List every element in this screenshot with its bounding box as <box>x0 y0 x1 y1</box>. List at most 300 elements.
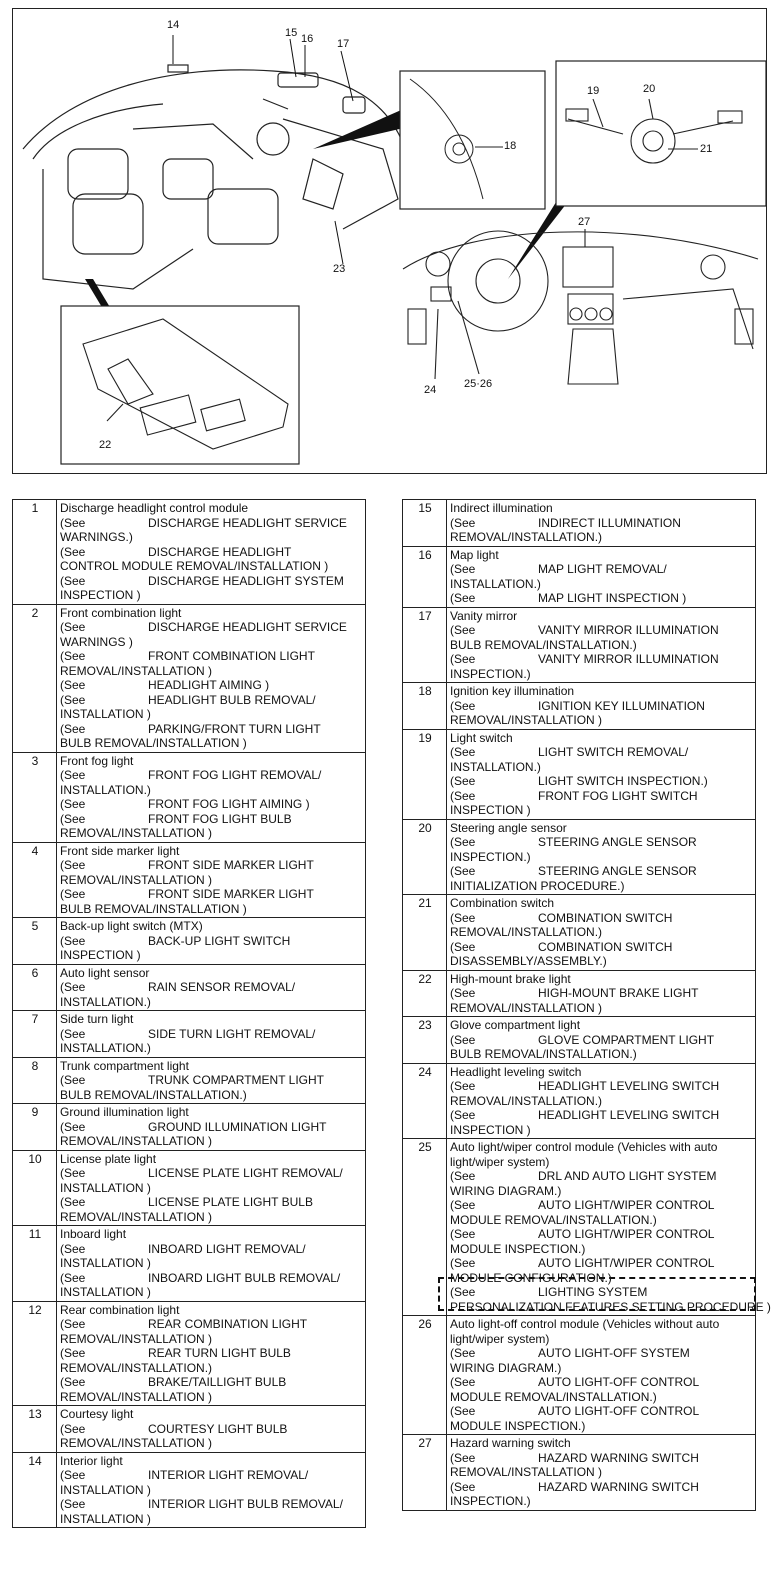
reference-link[interactable]: PARKING/FRONT TURN LIGHT <box>148 721 321 736</box>
see-label: (See <box>60 1497 86 1511</box>
item-description <box>447 500 756 547</box>
reference-link-cont[interactable]: WARNINGS ) <box>60 634 133 649</box>
reference-link[interactable]: MAP LIGHT INSPECTION ) <box>538 591 687 605</box>
reference-link[interactable]: FRONT FOG LIGHT BULB <box>148 811 292 826</box>
reference-line <box>450 1404 753 1419</box>
item-name: Courtesy light <box>60 1407 134 1421</box>
reference-link[interactable]: COMBINATION SWITCH <box>538 939 673 954</box>
see-label: (See <box>60 797 86 811</box>
reference-link[interactable]: INTERIOR LIGHT REMOVAL/ <box>148 1468 309 1482</box>
reference-line <box>60 620 363 635</box>
reference-link-cont[interactable]: REMOVAL/INSTALLATION ) <box>60 1209 213 1224</box>
reference-line <box>60 1242 363 1257</box>
item-description <box>57 918 366 965</box>
reference-link[interactable]: REAR COMBINATION LIGHT <box>148 1317 308 1331</box>
reference-link[interactable]: HEADLIGHT BULB REMOVAL/ <box>148 692 316 707</box>
reference-line <box>60 1073 363 1088</box>
reference-link-cont[interactable]: INSTALLATION ) <box>60 1511 151 1526</box>
legend-row <box>403 729 756 819</box>
see-label: (See <box>450 1032 476 1047</box>
reference-link[interactable]: FRONT FOG LIGHT AIMING ) <box>148 797 310 811</box>
reference-link[interactable]: AUTO LIGHT-OFF SYSTEM <box>538 1346 690 1360</box>
see-label: (See <box>450 515 476 530</box>
legend-row <box>403 1017 756 1064</box>
reference-line <box>60 574 363 589</box>
item-description <box>447 729 756 819</box>
legend-table-left <box>12 499 366 1528</box>
item-number: 20 <box>403 819 447 895</box>
item-number: 12 <box>13 1301 57 1406</box>
reference-link-cont[interactable]: INSPECTION.) <box>450 666 531 681</box>
item-name: Trunk compartment light <box>60 1058 189 1073</box>
see-label: (See <box>60 1073 86 1087</box>
item-name: License plate light <box>60 1151 157 1166</box>
see-label: (See <box>450 698 476 713</box>
see-label: (See <box>450 652 476 666</box>
see-label: (See <box>60 573 86 588</box>
see-label: (See <box>450 835 476 849</box>
reference-link-cont[interactable]: WARNINGS.) <box>60 530 133 544</box>
reference-link-cont[interactable]: BULB REMOVAL/INSTALLATION.) <box>60 1087 247 1102</box>
item-description <box>57 842 366 918</box>
item-name: Front side marker light <box>60 843 180 858</box>
see-label: (See <box>60 1421 86 1436</box>
reference-link[interactable]: COMBINATION SWITCH <box>538 910 673 925</box>
callout-25-26: 25·26 <box>464 378 493 390</box>
reference-line <box>60 858 363 873</box>
reference-line <box>60 649 363 664</box>
see-label: (See <box>450 562 476 576</box>
reference-link-cont[interactable]: DISASSEMBLY/ASSEMBLY.) <box>450 954 607 968</box>
item-number: 6 <box>13 964 57 1011</box>
reference-link-cont[interactable]: REMOVAL/INSTALLATION.) <box>450 925 603 939</box>
reference-link-cont[interactable]: BULB REMOVAL/INSTALLATION ) <box>60 901 247 916</box>
item-description <box>57 1011 366 1058</box>
reference-link-cont[interactable]: INSPECTION ) <box>60 588 141 602</box>
see-label: (See <box>450 1169 476 1183</box>
see-label: (See <box>450 1227 476 1241</box>
reference-line <box>60 797 363 812</box>
reference-link[interactable]: INTERIOR LIGHT BULB REMOVAL/ <box>148 1497 343 1511</box>
reference-link[interactable]: INBOARD LIGHT BULB REMOVAL/ <box>148 1270 341 1285</box>
item-name: Glove compartment light <box>450 1018 581 1032</box>
reference-link[interactable]: DISCHARGE HEADLIGHT SYSTEM <box>148 573 344 588</box>
see-label: (See <box>60 678 86 692</box>
reference-line <box>60 1166 363 1181</box>
reference-line <box>60 1120 363 1135</box>
reference-line <box>450 789 753 804</box>
reference-link-cont[interactable]: WIRING DIAGRAM.) <box>450 1183 562 1198</box>
see-label: (See <box>60 1468 86 1482</box>
item-name: Auto light/wiper control module (Vehicles with auto light/wiper system) <box>450 1140 718 1169</box>
reference-link-cont[interactable]: BULB REMOVAL/INSTALLATION.) <box>450 1047 637 1061</box>
reference-link[interactable]: LICENSE PLATE LIGHT BULB <box>148 1195 313 1209</box>
reference-link-cont[interactable]: MODULE INSPECTION.) <box>450 1418 586 1433</box>
item-number: 21 <box>403 895 447 971</box>
legend-row <box>403 970 756 1017</box>
legend-row <box>13 918 366 965</box>
reference-line <box>60 980 363 995</box>
reference-link-cont[interactable]: INSTALLATION.) <box>60 782 151 797</box>
reference-line <box>60 1346 363 1361</box>
see-label: (See <box>60 649 86 663</box>
reference-line <box>450 1375 753 1390</box>
reference-link-cont[interactable]: MODULE REMOVAL/INSTALLATION.) <box>450 1212 657 1227</box>
reference-link-cont[interactable]: WIRING DIAGRAM.) <box>450 1360 562 1375</box>
item-name: Rear combination light <box>60 1302 180 1317</box>
reference-link-cont[interactable]: INSTALLATION.) <box>60 1041 151 1055</box>
reference-line <box>450 591 753 606</box>
reference-link-cont[interactable]: INSTALLATION.) <box>450 576 541 591</box>
reference-link[interactable]: DISCHARGE HEADLIGHT <box>148 544 292 559</box>
reference-line <box>450 911 753 926</box>
reference-link[interactable]: VANITY MIRROR ILLUMINATION <box>538 652 719 666</box>
item-number: 23 <box>403 1017 447 1064</box>
reference-line <box>450 940 753 955</box>
item-name: Steering angle sensor <box>450 820 567 835</box>
callout-17: 17 <box>337 38 350 50</box>
item-number: 3 <box>13 752 57 842</box>
reference-line <box>450 1451 753 1466</box>
item-description <box>57 1150 366 1226</box>
reference-link-cont[interactable]: INSTALLATION ) <box>60 1285 151 1299</box>
see-label: (See <box>450 864 476 878</box>
reference-link[interactable]: GLOVE COMPARTMENT LIGHT <box>538 1032 715 1047</box>
reference-line <box>60 1271 363 1286</box>
see-label: (See <box>450 788 476 803</box>
reference-link[interactable]: AUTO LIGHT-OFF CONTROL <box>538 1404 700 1418</box>
item-number: 24 <box>403 1063 447 1139</box>
see-label: (See <box>450 774 476 788</box>
reference-line <box>450 1079 753 1094</box>
reference-link[interactable]: LIGHT SWITCH INSPECTION.) <box>538 774 708 788</box>
item-name: Combination switch <box>450 896 555 910</box>
reference-link-cont[interactable]: REMOVAL/INSTALLATION ) <box>450 713 603 727</box>
reference-link[interactable]: STEERING ANGLE SENSOR <box>538 835 697 849</box>
reference-link-cont[interactable]: INSPECTION ) <box>60 948 141 962</box>
see-label: (See <box>60 544 86 559</box>
item-name: Ignition key illumination <box>450 684 575 698</box>
legend-row <box>13 500 366 605</box>
reference-link-cont[interactable]: REMOVAL/INSTALLATION ) <box>60 1436 213 1450</box>
item-name: Back-up light switch (MTX) <box>60 919 203 933</box>
item-name: Indirect illumination <box>450 501 553 515</box>
see-label: (See <box>60 1346 86 1360</box>
reference-link-cont[interactable]: REMOVAL/INSTALLATION ) <box>60 1134 213 1148</box>
see-label: (See <box>60 933 86 948</box>
reference-link[interactable]: HEADLIGHT AIMING ) <box>148 678 270 692</box>
reference-link[interactable]: FRONT SIDE MARKER LIGHT <box>148 887 314 901</box>
reference-line <box>450 562 753 577</box>
item-number: 11 <box>13 1226 57 1302</box>
see-label: (See <box>450 1285 476 1299</box>
reference-line <box>60 1497 363 1512</box>
reference-link[interactable]: AUTO LIGHT/WIPER CONTROL <box>538 1227 715 1241</box>
reference-line <box>450 745 753 760</box>
reference-line <box>450 1480 753 1495</box>
item-number: 18 <box>403 683 447 730</box>
reference-line <box>450 1033 753 1048</box>
reference-link[interactable]: FRONT FOG LIGHT REMOVAL/ <box>148 768 322 782</box>
reference-link-cont[interactable]: REMOVAL/INSTALLATION ) <box>450 1465 603 1479</box>
reference-link-cont[interactable]: MODULE CONFIGURATION.) <box>450 1270 612 1285</box>
reference-line <box>60 1317 363 1332</box>
legend-row <box>403 895 756 971</box>
legend-row <box>13 842 366 918</box>
item-name: Front combination light <box>60 605 182 620</box>
reference-line <box>60 1422 363 1437</box>
reference-link[interactable]: FRONT FOG LIGHT SWITCH <box>538 788 698 803</box>
reference-link[interactable]: IGNITION KEY ILLUMINATION <box>538 698 705 713</box>
item-number: 22 <box>403 970 447 1017</box>
item-description <box>57 1057 366 1104</box>
reference-link[interactable]: AUTO LIGHT/WIPER CONTROL <box>538 1256 715 1270</box>
item-number: 25 <box>403 1139 447 1316</box>
reference-link[interactable]: HAZARD WARNING SWITCH <box>538 1479 699 1494</box>
see-label: (See <box>60 1195 86 1209</box>
legend-row <box>13 964 366 1011</box>
see-label: (See <box>450 939 476 954</box>
reference-link[interactable]: BACK-UP LIGHT SWITCH <box>148 933 291 948</box>
reference-link[interactable]: MAP LIGHT REMOVAL/ <box>538 562 667 576</box>
reference-link[interactable]: VANITY MIRROR ILLUMINATION <box>538 623 719 637</box>
reference-link-cont[interactable]: REMOVAL/INSTALLATION.) <box>450 1093 603 1108</box>
reference-line <box>60 1375 363 1390</box>
legend-row <box>13 752 366 842</box>
callout-22: 22 <box>99 439 112 451</box>
reference-link-cont[interactable]: CONTROL MODULE REMOVAL/INSTALLATION ) <box>60 559 329 573</box>
reference-link[interactable]: FRONT COMBINATION LIGHT <box>148 649 315 663</box>
legend-row <box>403 500 756 547</box>
item-description <box>447 607 756 683</box>
reference-link-cont[interactable]: INSTALLATION ) <box>60 707 151 721</box>
reference-link[interactable]: COURTESY LIGHT BULB <box>148 1421 288 1436</box>
reference-link[interactable]: HEADLIGHT LEVELING SWITCH <box>538 1079 720 1093</box>
reference-link-cont[interactable]: INSPECTION ) <box>450 1122 531 1137</box>
item-description <box>57 964 366 1011</box>
see-label: (See <box>60 768 86 782</box>
item-name: Map light <box>450 547 499 562</box>
reference-link-cont[interactable]: REMOVAL/INSTALLATION ) <box>60 1331 213 1346</box>
reference-link-cont[interactable]: PERSONALIZATION FEATURES SETTING PROCEDURE ) <box>450 1299 771 1314</box>
reference-line <box>450 699 753 714</box>
item-description <box>57 1452 366 1528</box>
reference-link-cont[interactable]: REMOVAL/INSTALLATION.) <box>60 1360 213 1375</box>
reference-link[interactable]: STEERING ANGLE SENSOR <box>538 864 697 878</box>
see-label: (See <box>60 1375 86 1389</box>
reference-line <box>60 678 363 693</box>
reference-line <box>60 887 363 902</box>
illustration-panel <box>12 8 767 474</box>
reference-link[interactable]: HEADLIGHT LEVELING SWITCH <box>538 1108 720 1122</box>
see-label: (See <box>60 811 86 826</box>
item-number: 1 <box>13 500 57 605</box>
item-number: 13 <box>13 1406 57 1453</box>
reference-link[interactable]: INBOARD LIGHT REMOVAL/ <box>148 1241 306 1256</box>
see-label: (See <box>60 515 86 530</box>
reference-link[interactable]: INDIRECT ILLUMINATION <box>538 515 681 530</box>
callout-24: 24 <box>424 384 437 396</box>
see-label: (See <box>60 858 86 872</box>
item-name: Light switch <box>450 730 513 745</box>
item-description <box>57 604 366 752</box>
reference-link[interactable]: REAR TURN LIGHT BULB <box>148 1346 291 1360</box>
item-name: Headlight leveling switch <box>450 1064 582 1079</box>
legend-row <box>403 1435 756 1511</box>
reference-link-cont[interactable]: INSPECTION ) <box>450 803 531 817</box>
reference-link[interactable]: DISCHARGE HEADLIGHT SERVICE <box>148 620 347 634</box>
callout-16: 16 <box>301 33 314 45</box>
reference-link-cont[interactable]: REMOVAL/INSTALLATION.) <box>450 530 603 544</box>
reference-link-cont[interactable]: BULB REMOVAL/INSTALLATION ) <box>60 736 247 750</box>
legend-row <box>13 1301 366 1406</box>
item-number: 7 <box>13 1011 57 1058</box>
item-name: Interior light <box>60 1453 123 1468</box>
reference-link[interactable]: GROUND ILLUMINATION LIGHT <box>148 1119 327 1134</box>
reference-link[interactable]: DRL AND AUTO LIGHT SYSTEM <box>538 1169 717 1183</box>
see-label: (See <box>60 721 86 736</box>
reference-link[interactable]: TRUNK COMPARTMENT LIGHT <box>148 1073 325 1087</box>
reference-link-cont[interactable]: REMOVAL/INSTALLATION ) <box>60 663 213 678</box>
reference-link[interactable]: SIDE TURN LIGHT REMOVAL/ <box>148 1026 316 1041</box>
see-label: (See <box>450 623 476 637</box>
reference-line <box>60 1195 363 1210</box>
item-name: Vanity mirror <box>450 608 518 623</box>
reference-line <box>450 1108 753 1123</box>
item-description <box>57 1301 366 1406</box>
reference-link-cont[interactable]: REMOVAL/INSTALLATION ) <box>60 872 213 887</box>
see-label: (See <box>60 887 86 901</box>
legend-row <box>403 1063 756 1139</box>
callout-20: 20 <box>643 83 656 95</box>
see-label: (See <box>60 980 86 994</box>
reference-line <box>60 1027 363 1042</box>
callout-27: 27 <box>578 216 591 228</box>
item-description <box>447 819 756 895</box>
reference-link-cont[interactable]: REMOVAL/INSTALLATION ) <box>60 1389 213 1404</box>
see-label: (See <box>450 745 476 759</box>
legend-row <box>13 1011 366 1058</box>
reference-line <box>450 835 753 850</box>
item-description <box>447 1017 756 1064</box>
item-description <box>57 752 366 842</box>
item-name: Discharge headlight control module <box>60 501 249 515</box>
reference-line <box>450 1227 753 1242</box>
see-label: (See <box>450 591 476 605</box>
reference-line <box>60 545 363 560</box>
reference-link[interactable]: BRAKE/TAILLIGHT BULB <box>148 1375 287 1389</box>
reference-link-cont[interactable]: INSPECTION.) <box>450 1494 531 1508</box>
reference-link[interactable]: LICENSE PLATE LIGHT REMOVAL/ <box>148 1166 343 1180</box>
reference-link-cont[interactable]: REMOVAL/INSTALLATION ) <box>450 1000 603 1015</box>
reference-line <box>450 516 753 531</box>
item-number: 16 <box>403 546 447 607</box>
reference-link-cont[interactable]: BULB REMOVAL/INSTALLATION.) <box>450 637 637 652</box>
callout-21: 21 <box>700 143 713 155</box>
reference-link-cont[interactable]: INITIALIZATION PROCEDURE.) <box>450 878 625 893</box>
item-description <box>447 1063 756 1139</box>
see-label: (See <box>450 1256 476 1270</box>
reference-link-cont[interactable]: INSTALLATION ) <box>60 1256 151 1270</box>
item-name: Hazard warning switch <box>450 1436 571 1450</box>
callout-15: 15 <box>285 27 298 39</box>
item-number: 19 <box>403 729 447 819</box>
reference-link-cont[interactable]: INSTALLATION.) <box>450 759 541 774</box>
item-description <box>57 1104 366 1151</box>
reference-line <box>450 1169 753 1184</box>
reference-link[interactable]: LIGHTING SYSTEM <box>538 1285 648 1299</box>
item-number: 17 <box>403 607 447 683</box>
reference-link-cont[interactable]: INSTALLATION.) <box>60 994 151 1009</box>
legend-row <box>403 1316 756 1435</box>
see-label: (See <box>60 1241 86 1256</box>
item-number: 5 <box>13 918 57 965</box>
reference-link-cont[interactable]: MODULE INSPECTION.) <box>450 1241 586 1256</box>
highlight-box <box>438 1277 756 1311</box>
item-number: 2 <box>13 604 57 752</box>
reference-link-cont[interactable]: INSTALLATION ) <box>60 1482 151 1497</box>
reference-link[interactable]: LIGHT SWITCH REMOVAL/ <box>538 745 689 759</box>
see-label: (See <box>450 1198 476 1212</box>
legend-row <box>13 1406 366 1453</box>
reference-line <box>60 812 363 827</box>
reference-line <box>60 768 363 783</box>
see-label: (See <box>450 986 476 1000</box>
item-description <box>447 683 756 730</box>
reference-link[interactable]: RAIN SENSOR REMOVAL/ <box>148 980 296 994</box>
reference-link[interactable]: HAZARD WARNING SWITCH <box>538 1450 699 1465</box>
legend-row <box>13 1057 366 1104</box>
see-label: (See <box>450 1450 476 1465</box>
see-label: (See <box>60 692 86 707</box>
callout-14: 14 <box>167 19 180 31</box>
reference-line <box>450 1346 753 1361</box>
reference-link[interactable]: AUTO LIGHT-OFF CONTROL <box>538 1375 700 1389</box>
legend-table-right <box>402 499 771 1511</box>
reference-link-cont[interactable]: INSTALLATION ) <box>60 1180 151 1195</box>
item-description <box>447 970 756 1017</box>
item-name: High-mount brake light <box>450 971 571 986</box>
see-label: (See <box>450 1404 476 1418</box>
reference-line <box>60 722 363 737</box>
reference-line <box>60 693 363 708</box>
item-name: Auto light-off control module (Vehicles without auto light/wiper system) <box>450 1317 720 1346</box>
reference-link[interactable]: HIGH-MOUNT BRAKE LIGHT <box>538 986 699 1000</box>
item-description <box>447 546 756 607</box>
reference-link[interactable]: DISCHARGE HEADLIGHT SERVICE <box>148 515 347 530</box>
legend-row <box>403 819 756 895</box>
reference-line <box>450 986 753 1001</box>
item-number: 9 <box>13 1104 57 1151</box>
reference-link-cont[interactable]: MODULE REMOVAL/INSTALLATION.) <box>450 1389 657 1404</box>
item-number: 4 <box>13 842 57 918</box>
reference-link[interactable]: FRONT SIDE MARKER LIGHT <box>148 858 314 872</box>
reference-link[interactable]: AUTO LIGHT/WIPER CONTROL <box>538 1198 715 1212</box>
see-label: (See <box>450 910 476 925</box>
reference-link-cont[interactable]: REMOVAL/INSTALLATION ) <box>60 826 213 840</box>
item-number: 14 <box>13 1452 57 1528</box>
item-description <box>447 1316 756 1435</box>
reference-line <box>60 516 363 531</box>
legend-row <box>403 683 756 730</box>
reference-link-cont[interactable]: INSPECTION.) <box>450 849 531 864</box>
item-description <box>447 1435 756 1511</box>
callout-18: 18 <box>504 140 517 152</box>
reference-line <box>450 623 753 638</box>
item-description <box>447 895 756 971</box>
callout-19: 19 <box>587 85 600 97</box>
item-name: Side turn light <box>60 1012 134 1026</box>
